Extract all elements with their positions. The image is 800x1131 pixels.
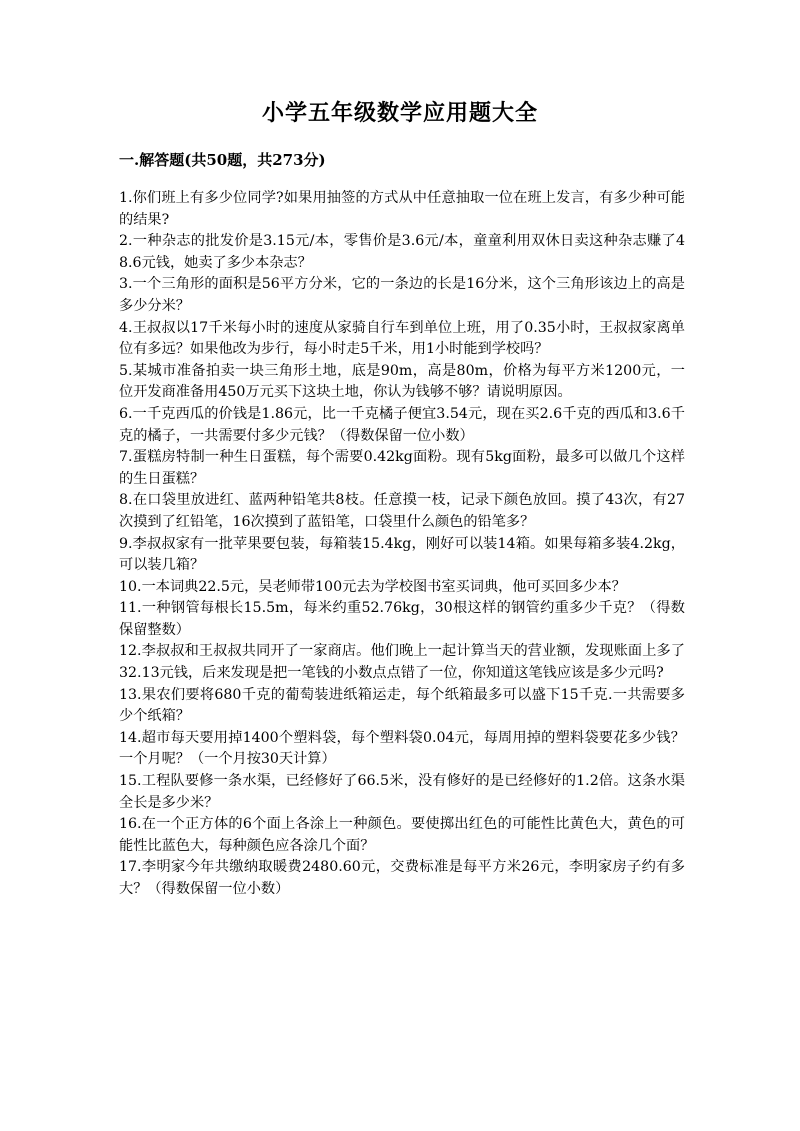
question-item: 6.一千克西瓜的价钱是1.86元，比一千克橘子便宜3.54元，现在买2.6千克的西瓜和3.6千克的橘子，一共需要付多少元钱？（得数保留一位小数） <box>119 405 685 444</box>
question-item: 3.一个三角形的面积是56平方分米，它的一条边的长是16分米，这个三角形该边上的高是多少分米？ <box>119 276 685 314</box>
question-item: 5.某城市准备拍卖一块三角形土地，底是90m，高是80m，价格为每平方米1200元，一位开发商准备用450万元买下这块土地，你认为钱够不够？请说明原因。 <box>119 362 685 401</box>
question-item: 16.在一个正方体的6个面上各涂上一种颜色。要使掷出红色的可能性比黄色大，黄色的可能性比蓝色大，每种颜色应各涂几个面？ <box>119 816 685 854</box>
section-heading: 一.解答题(共50题，共273分) <box>119 151 326 169</box>
question-item: 11.一种钢管每根长15.5m，每米约重52.76kg，30根这样的钢管约重多少千克？（得数保留整数） <box>119 600 685 638</box>
question-item: 17.李明家今年共缴纳取暖费2480.60元，交费标准是每平方米26元，李明家房子约有多大？（得数保留一位小数） <box>119 859 685 897</box>
question-item: 10.一本词典22.5元，吴老师带100元去为学校图书室买词典，他可买回多少本？ <box>119 578 626 595</box>
question-item: 8.在口袋里放进红、蓝两种铅笔共8枝。任意摸一枝，记录下颜色放回。摸了43次，有27次摸到了红铅笔，16次摸到了蓝铅笔，口袋里什么颜色的铅笔多？ <box>119 492 685 530</box>
question-item: 9.李叔叔家有一批苹果要包装，每箱装15.4kg，刚好可以装14箱。如果每箱多装4.2kg，可以装几箱？ <box>119 535 685 574</box>
question-item: 14.超市每天要用掉1400个塑料袋，每个塑料袋0.04元，每周用掉的塑料袋要花多少钱？一个月呢？（一个月按30天计算） <box>119 729 685 768</box>
page-title: 小学五年级数学应用题大全 <box>261 100 538 126</box>
question-list <box>119 188 685 901</box>
question-item: 2.一种杂志的批发价是3.15元/本，零售价是3.6元/本，童童利用双休日卖这种杂志赚了48.6元钱，她卖了多少本杂志？ <box>119 233 685 271</box>
question-item: 12.李叔叔和王叔叔共同开了一家商店。他们晚上一起计算当天的营业额，发现账面上多了32.13元钱，后来发现是把一笔钱的小数点点错了一位，你知道这笔钱应该是多少元吗? <box>119 643 685 682</box>
question-item: 1.你们班上有多少位同学?如果用抽签的方式从中任意抽取一位在班上发言，有多少种可能的结果? <box>119 190 685 228</box>
question-item: 4.王叔叔以17千米每小时的速度从家骑自行车到单位上班，用了0.35小时，王叔叔家离单位有多远？如果他改为步行，每小时走5千米，用1小时能到学校吗？ <box>119 319 685 358</box>
question-item: 7.蛋糕房特制一种生日蛋糕，每个需要0.42kg面粉。现有5kg面粉，最多可以做几个这样的生日蛋糕？ <box>119 449 685 487</box>
question-item: 13.果农们要将680千克的葡萄装进纸箱运走，每个纸箱最多可以盛下15千克.一共需要多少个纸箱？ <box>119 686 685 725</box>
question-item: 15.工程队要修一条水渠，已经修好了66.5米，没有修好的是已经修好的1.2倍。这条水渠全长是多少米？ <box>119 773 685 811</box>
